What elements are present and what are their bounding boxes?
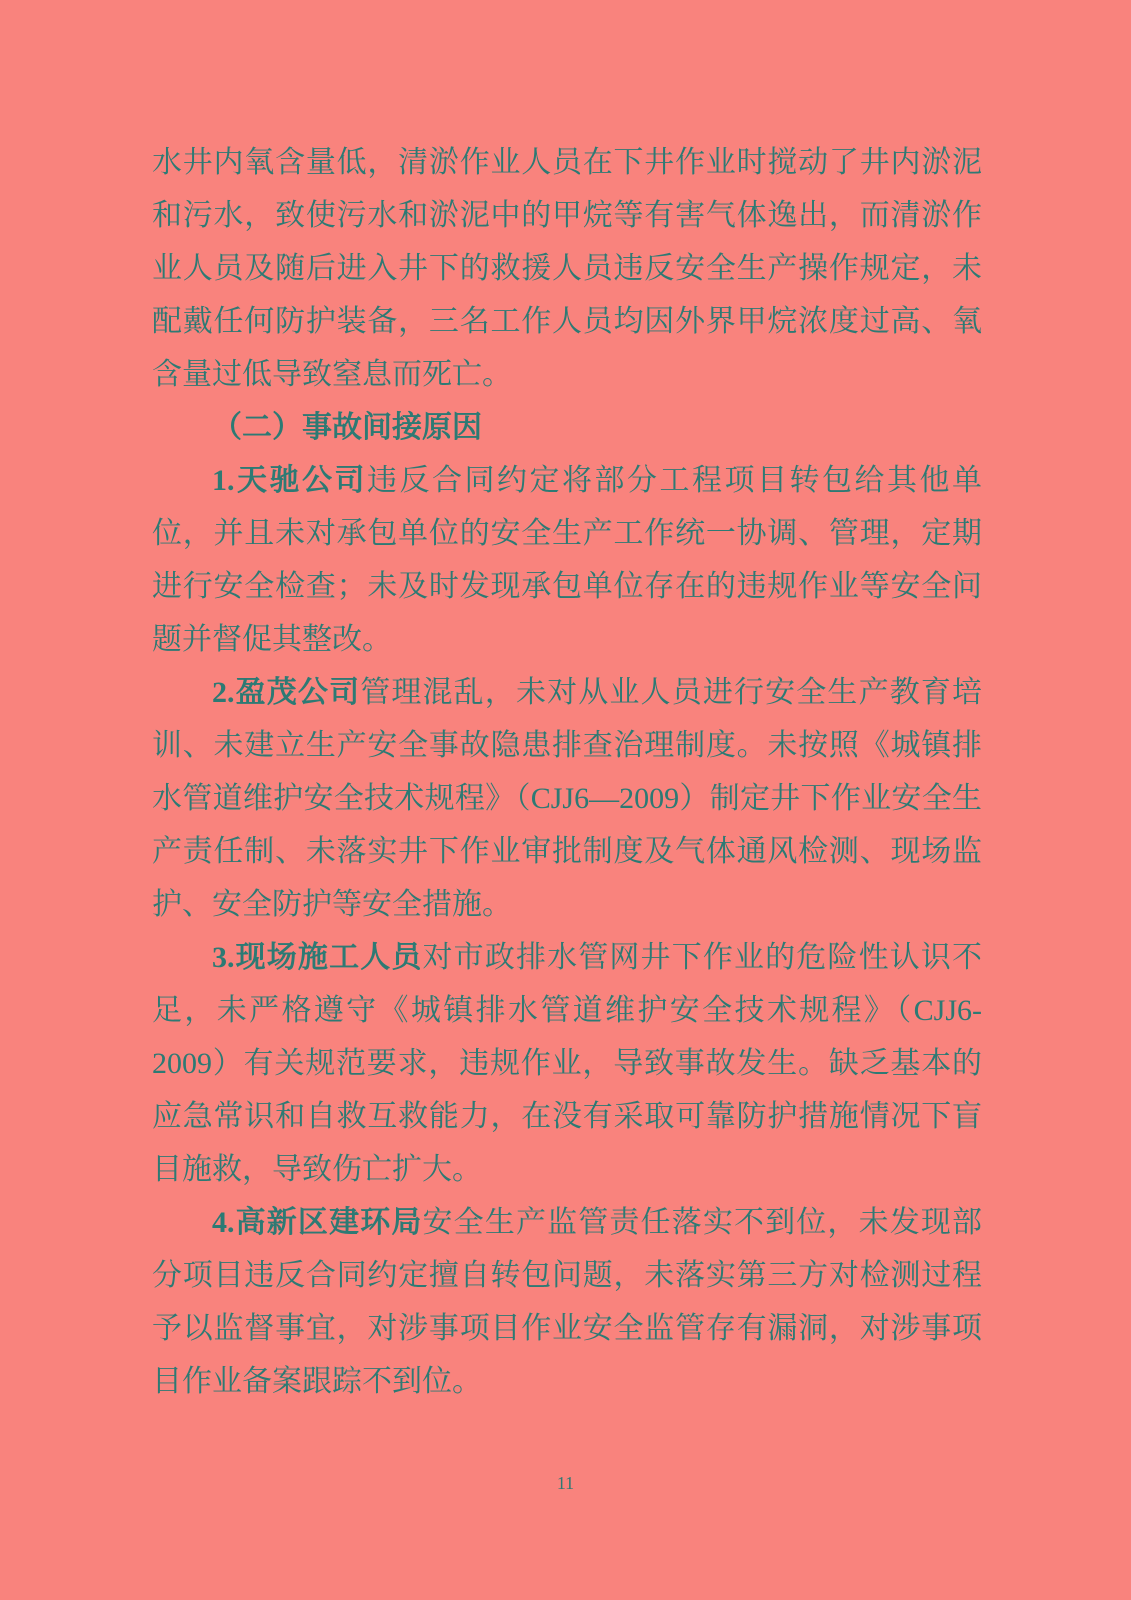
page-number: 11 — [556, 1473, 575, 1493]
item-4-text: 安全生产监管责任落实不到位，未发现部分项目违反合同约定擅自转包问题，未落实第三方对检测过程予以监督事宜，对涉事项目作业安全监管存有漏洞，对涉事项目作业备案跟踪不到位。 — [152, 1206, 983, 1398]
paragraph-item-4 — [152, 1196, 982, 1408]
item-1-lead: 1.天驰公司 — [212, 464, 367, 497]
item-4-lead: 4.高新区建环局 — [212, 1206, 423, 1239]
section-heading-indirect-causes: （二）事故间接原因 — [212, 411, 482, 444]
item-2-text: 管理混乱，未对从业人员进行安全生产教育培训、未建立生产安全事故隐患排查治理制度。未按照《城镇排水管道维护安全技术规程》（CJJ6—2009）制定井下作业安全生产责任制、未落实井下作业审批制度及气体通风检测、现场监护、安全防护等安全措施。 — [152, 676, 983, 921]
item-3-lead: 3.现场施工人员 — [212, 941, 423, 974]
item-2-lead: 2.盈茂公司 — [212, 676, 361, 709]
item-1-text: 违反合同约定将部分工程项目转包给其他单位，并且未对承包单位的安全生产工作统一协调、管理，定期进行安全检查；未及时发现承包单位存在的违规作业等安全问题并督促其整改。 — [152, 464, 982, 656]
paragraph-direct-cause-continuation: 水井内氧含量低，清淤作业人员在下井作业时搅动了井内淤泥和污水，致使污水和淤泥中的甲烷等有害气体逸出，而清淤作业人员及随后进入井下的救援人员违反安全生产操作规定，未配戴任何防护装备，三名工作人员均因外界甲烷浓度过高、氧含量过低导致窒息而死亡。 — [152, 146, 982, 391]
paragraph-item-2 — [152, 666, 982, 931]
paragraph-item-1 — [152, 454, 982, 666]
document-body — [152, 136, 982, 1408]
paragraph-item-3 — [152, 931, 982, 1196]
item-3-text: 对市政排水管网井下作业的危险性认识不足，未严格遵守《城镇排水管道维护安全技术规程》（CJJ6-2009）有关规范要求，违规作业，导致事故发生。缺乏基本的应急常识和自救互救能力，在没有采取可靠防护措施情况下盲目施救，导致伤亡扩大。 — [152, 941, 983, 1186]
